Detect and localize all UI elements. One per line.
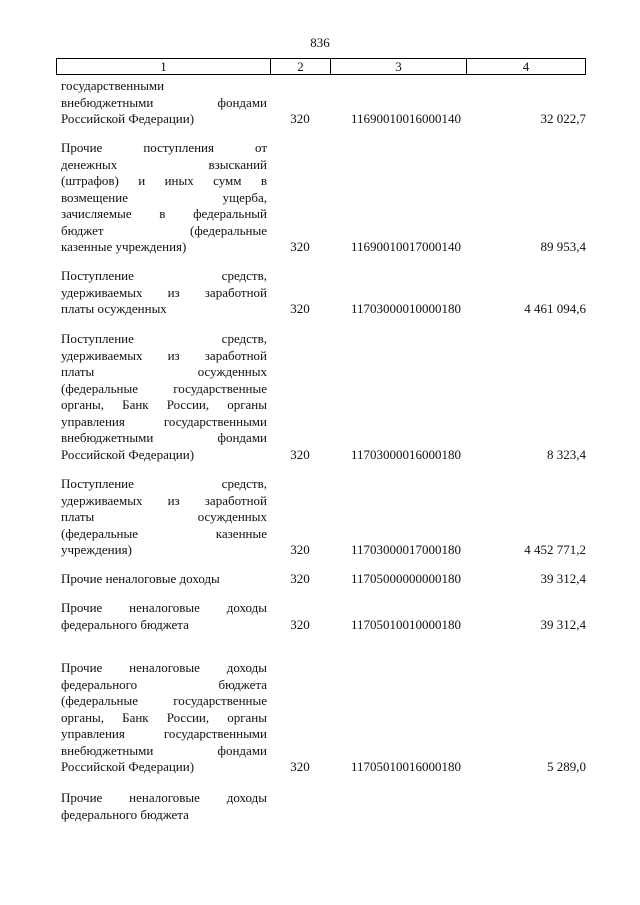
row-amount: 4 452 771,2: [524, 542, 586, 557]
row-admin-code: 320: [290, 616, 310, 632]
description-line: Российской Федерации): [61, 446, 195, 462]
header-col-4: 4: [522, 59, 530, 74]
row-amount: 5 289,0: [547, 759, 586, 774]
header-col-2: 2: [271, 59, 331, 74]
row-amount: 8 323,4: [547, 446, 586, 462]
description-line: возмещение ущерба,: [61, 189, 267, 205]
description-line: Поступление средств,: [61, 476, 267, 491]
description-line: Прочие неналоговые доходы: [61, 571, 220, 586]
row-classification-code: 11690010017000140: [350, 239, 462, 254]
table-row: [56, 571, 586, 588]
row-classification-code: 11703000016000180: [350, 446, 462, 462]
row-classification-code: 11703000010000180: [350, 301, 462, 316]
description-line: учреждения): [61, 542, 132, 557]
row-classification-code: 11705010016000180: [350, 759, 462, 774]
description-line: Поступление средств,: [61, 331, 267, 346]
table-row: [56, 268, 586, 318]
row-description: [61, 600, 267, 633]
description-line: (федеральные государственные: [61, 693, 267, 708]
description-line: (федеральные казенные: [61, 525, 267, 541]
description-line: федерального бюджета: [61, 616, 189, 632]
page-number: 836: [310, 35, 330, 50]
row-description: [61, 571, 267, 588]
description-line: управления государственными: [61, 413, 267, 429]
description-line: платы осужденных: [61, 509, 267, 524]
table-row: [56, 78, 586, 128]
row-amount: 4 461 094,6: [524, 301, 586, 316]
row-amount: 89 953,4: [540, 239, 586, 254]
table-row: [56, 476, 586, 559]
row-amount: 39 312,4: [540, 571, 586, 586]
table-row: [56, 140, 586, 256]
description-line: удерживаемых из заработной: [61, 492, 267, 508]
row-description: [61, 476, 267, 559]
row-description: [61, 78, 267, 128]
description-line: денежных взысканий: [61, 156, 267, 172]
description-line: Поступление средств,: [61, 268, 267, 283]
row-admin-code: 320: [290, 239, 310, 254]
description-line: Прочие неналоговые доходы: [61, 660, 267, 675]
row-admin-code: 320: [290, 571, 310, 586]
row-description: [61, 331, 267, 463]
header-col-3: 3: [331, 59, 467, 74]
row-admin-code: 320: [290, 111, 310, 126]
description-line: Российской Федерации): [61, 759, 195, 774]
table-row: [56, 600, 586, 633]
description-line: федерального бюджета: [61, 676, 267, 692]
row-description: [61, 140, 267, 256]
table-row: [56, 660, 586, 776]
description-line: внебюджетными фондами: [61, 742, 267, 758]
description-line: управления государственными: [61, 726, 267, 741]
description-line: платы осужденных: [61, 301, 167, 316]
row-description: [61, 790, 267, 823]
table-row: [56, 790, 586, 823]
description-line: Российской Федерации): [61, 111, 195, 126]
row-description: [61, 660, 267, 776]
description-line: Прочие поступления от: [61, 140, 267, 155]
description-line: (федеральные государственные: [61, 380, 267, 396]
row-admin-code: 320: [290, 542, 310, 557]
table-header: [56, 58, 586, 75]
header-col-1: 1: [57, 59, 271, 74]
description-line: казенные учреждения): [61, 239, 187, 254]
description-line: Прочие неналоговые доходы: [61, 600, 267, 615]
description-line: удерживаемых из заработной: [61, 284, 267, 300]
row-amount: 39 312,4: [540, 616, 586, 632]
row-admin-code: 320: [290, 446, 310, 462]
description-line: государственными: [61, 78, 165, 93]
description-line: внебюджетными фондами: [61, 430, 267, 445]
table-row: [56, 331, 586, 463]
description-line: внебюджетными фондами: [61, 94, 267, 110]
description-line: удерживаемых из заработной: [61, 347, 267, 363]
row-classification-code: 11705000000000180: [350, 571, 462, 586]
row-classification-code: 11690010016000140: [350, 111, 462, 126]
row-classification-code: 11703000017000180: [350, 542, 462, 557]
description-line: зачисляемые в федеральный: [61, 206, 267, 221]
description-line: платы осужденных: [61, 364, 267, 379]
description-line: федерального бюджета: [61, 806, 189, 822]
description-line: Прочие неналоговые доходы: [61, 790, 267, 805]
description-line: органы, Банк России, органы: [61, 397, 267, 412]
description-line: (штрафов) и иных сумм в: [61, 173, 267, 188]
description-line: бюджет (федеральные: [61, 222, 267, 238]
row-description: [61, 268, 267, 318]
row-admin-code: 320: [290, 301, 310, 316]
description-line: органы, Банк России, органы: [61, 709, 267, 725]
row-amount: 32 022,7: [540, 111, 586, 126]
row-admin-code: 320: [290, 759, 310, 774]
row-classification-code: 11705010010000180: [350, 616, 462, 632]
